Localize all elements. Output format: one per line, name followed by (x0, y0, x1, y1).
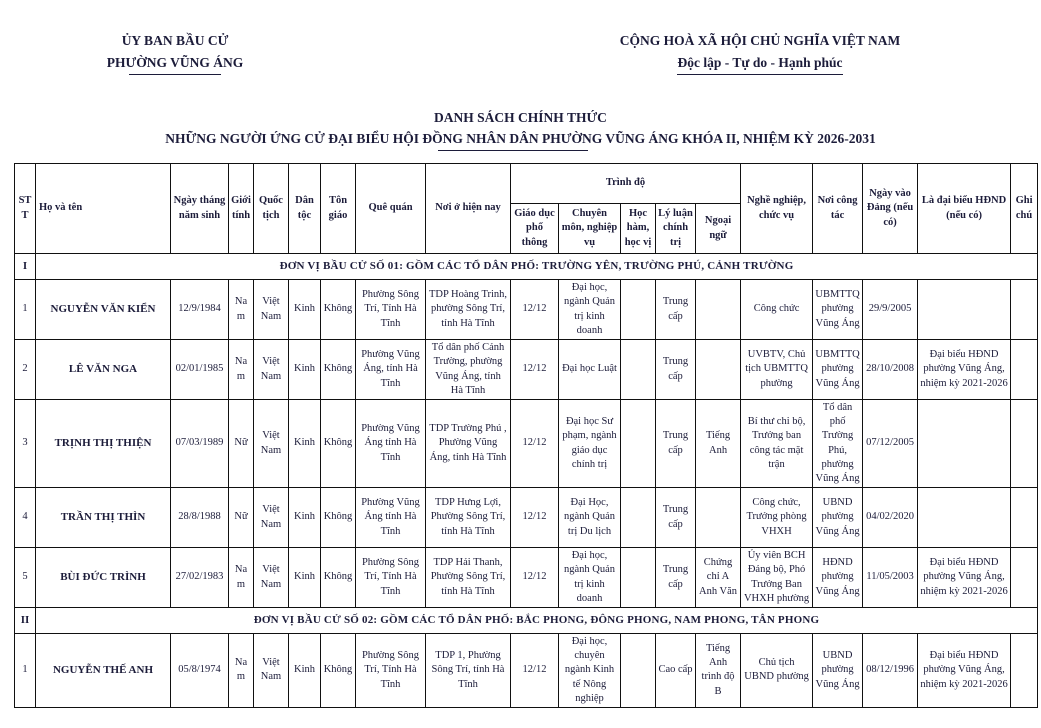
cell-academic (621, 340, 656, 400)
cell-professional: Đại học, chuyên ngành Kinh tế Nông nghiệp (559, 634, 621, 708)
cell-religion: Không (321, 280, 356, 340)
motto-line1: CỘNG HOÀ XÃ HỘI CHỦ NGHĨA VIỆT NAM (619, 33, 901, 48)
cell-edu: 12/12 (511, 340, 559, 400)
cell-occupation: Chủ tịch UBND phường (741, 634, 813, 708)
cell-nationality: Việt Nam (254, 488, 289, 548)
cell-professional: Đại Học, ngành Quản trị Du lịch (559, 488, 621, 548)
col-residence: Nơi ở hiện nay (426, 164, 511, 254)
motto-line2: Độc lập - Tự do - Hạnh phúc (545, 52, 975, 76)
candidate-table (14, 163, 1038, 708)
cell-edu: 12/12 (511, 634, 559, 708)
cell-residence: TDP Hải Thanh, Phường Sông Trí, tỉnh Hà Tĩnh (426, 548, 511, 608)
cell-hometown: Phường Sông Trí, Tỉnh Hà Tĩnh (356, 548, 426, 608)
cell-council: Đại biểu HĐND phường Vũng Áng, nhiệm kỳ 2021-2026 (918, 340, 1011, 400)
cell-stt: 2 (15, 340, 36, 400)
cell-edu: 12/12 (511, 280, 559, 340)
section-row (15, 254, 1038, 280)
cell-dob: 27/02/1983 (171, 548, 229, 608)
table-row (15, 634, 1038, 708)
cell-professional: Đại học, ngành Quản trị kinh doanh (559, 548, 621, 608)
title-line2: NHỮNG NGƯỜI ỨNG CỬ ĐẠI BIỂU HỘI ĐỒNG NHÂN DÂN PHƯỜNG VŨNG ÁNG KHÓA II, NHIỆM KỲ 2026-2031 (165, 130, 876, 146)
cell-council (918, 280, 1011, 340)
col-occupation: Nghề nghiệp, chức vụ (741, 164, 813, 254)
col-note: Ghi chú (1011, 164, 1038, 254)
cell-ethnicity: Kinh (289, 548, 321, 608)
col-hometown: Quê quán (356, 164, 426, 254)
cell-note (1011, 548, 1038, 608)
cell-nationality: Việt Nam (254, 400, 289, 488)
cell-religion: Không (321, 548, 356, 608)
cell-gender: Nam (229, 280, 254, 340)
cell-dob: 07/03/1989 (171, 400, 229, 488)
cell-stt: 3 (15, 400, 36, 488)
cell-name: TRỊNH THỊ THIỆN (36, 400, 171, 488)
cell-residence: TDP Hưng Lợi, Phường Sông Trí, tỉnh Hà Tĩnh (426, 488, 511, 548)
cell-academic (621, 400, 656, 488)
cell-occupation: Bí thư chi bộ, Trưởng ban công tác mặt trận (741, 400, 813, 488)
cell-name: NGUYỄN VĂN KIỂN (36, 280, 171, 340)
cell-ethnicity: Kinh (289, 400, 321, 488)
cell-politics: Trung cấp (656, 548, 696, 608)
col-religion: Tôn giáo (321, 164, 356, 254)
col-professional: Chuyên môn, nghiệp vụ (559, 204, 621, 254)
section-title: ĐƠN VỊ BẦU CỬ SỐ 01: GỒM CÁC TỔ DÂN PHỐ: TRƯỜNG YÊN, TRƯỜNG PHÚ, CẢNH TRƯỜNG (36, 254, 1038, 280)
table-body (15, 254, 1038, 708)
authority-line2: PHƯỜNG VŨNG ÁNG (106, 54, 244, 70)
cell-politics: Trung cấp (656, 488, 696, 548)
cell-language: Tiếng Anh trình độ B (696, 634, 741, 708)
col-nationality: Quốc tịch (254, 164, 289, 254)
table-row (15, 488, 1038, 548)
cell-name: TRẦN THỊ THÌN (36, 488, 171, 548)
cell-edu: 12/12 (511, 400, 559, 488)
col-language: Ngoại ngữ (696, 204, 741, 254)
cell-occupation: Công chức, Trưởng phòng VHXH (741, 488, 813, 548)
cell-academic (621, 548, 656, 608)
cell-stt: 1 (15, 280, 36, 340)
cell-politics: Cao cấp (656, 634, 696, 708)
cell-politics: Trung cấp (656, 400, 696, 488)
cell-dob: 12/9/1984 (171, 280, 229, 340)
cell-language (696, 340, 741, 400)
col-politics: Lý luận chính trị (656, 204, 696, 254)
cell-gender: Nữ (229, 400, 254, 488)
cell-workplace: Tổ dân phố Trường Phú, phường Vũng Áng (813, 400, 863, 488)
cell-council (918, 488, 1011, 548)
cell-name: NGUYỄN THẾ ANH (36, 634, 171, 708)
cell-party-date: 29/9/2005 (863, 280, 918, 340)
cell-stt: 1 (15, 634, 36, 708)
cell-religion: Không (321, 634, 356, 708)
cell-nationality: Việt Nam (254, 280, 289, 340)
cell-workplace: UBND phường Vũng Áng (813, 634, 863, 708)
cell-professional: Đại học, ngành Quản trị kinh doanh (559, 280, 621, 340)
col-dob: Ngày tháng năm sinh (171, 164, 229, 254)
cell-council (918, 400, 1011, 488)
cell-dob: 02/01/1985 (171, 340, 229, 400)
document-title (0, 108, 1041, 150)
col-academic: Học hàm, học vị (621, 204, 656, 254)
cell-dob: 05/8/1974 (171, 634, 229, 708)
col-ethnicity: Dân tộc (289, 164, 321, 254)
cell-academic (621, 280, 656, 340)
cell-professional: Đại học Sư phạm, ngành giáo dục chính trị (559, 400, 621, 488)
cell-language: Chứng chỉ A Anh Văn (696, 548, 741, 608)
cell-nationality: Việt Nam (254, 634, 289, 708)
cell-religion: Không (321, 488, 356, 548)
cell-gender: Nam (229, 634, 254, 708)
cell-note (1011, 634, 1038, 708)
cell-nationality: Việt Nam (254, 548, 289, 608)
cell-gender: Nam (229, 340, 254, 400)
cell-academic (621, 634, 656, 708)
cell-occupation: Ủy viên BCH Đảng bộ, Phó Trưởng Ban VHXH phường (741, 548, 813, 608)
cell-party-date: 28/10/2008 (863, 340, 918, 400)
col-stt: STT (15, 164, 36, 254)
cell-note (1011, 280, 1038, 340)
title-line1: DANH SÁCH CHÍNH THỨC (434, 110, 607, 125)
cell-hometown: Phường Vũng Áng tỉnh Hà Tĩnh (356, 488, 426, 548)
cell-religion: Không (321, 340, 356, 400)
cell-occupation: Công chức (741, 280, 813, 340)
cell-note (1011, 400, 1038, 488)
cell-residence: TDP 1, Phường Sông Trí, tỉnh Hà Tĩnh (426, 634, 511, 708)
cell-workplace: UBMTTQ phường Vũng Áng (813, 340, 863, 400)
section-title: ĐƠN VỊ BẦU CỬ SỐ 02: GỒM CÁC TỔ DÂN PHỐ: BẮC PHONG, ĐÔNG PHONG, NAM PHONG, TÂN PHONG (36, 608, 1038, 634)
cell-note (1011, 340, 1038, 400)
cell-council: Đại biểu HĐND phường Vũng Áng, nhiệm kỳ 2021-2026 (918, 634, 1011, 708)
section-number: II (15, 608, 36, 634)
cell-ethnicity: Kinh (289, 488, 321, 548)
section-row (15, 608, 1038, 634)
cell-occupation: UVBTV, Chủ tịch UBMTTQ phường (741, 340, 813, 400)
cell-hometown: Phường Vũng Áng, tỉnh Hà Tĩnh (356, 340, 426, 400)
cell-gender: Nam (229, 548, 254, 608)
col-council: Là đại biểu HĐND (nếu có) (918, 164, 1011, 254)
section-number: I (15, 254, 36, 280)
col-name: Họ và tên (36, 164, 171, 254)
issuing-authority (40, 30, 310, 75)
authority-underline (129, 74, 221, 75)
cell-name: LÊ VĂN NGA (36, 340, 171, 400)
cell-academic (621, 488, 656, 548)
cell-stt: 5 (15, 548, 36, 608)
col-workplace: Nơi công tác (813, 164, 863, 254)
cell-religion: Không (321, 400, 356, 488)
table-row (15, 280, 1038, 340)
cell-workplace: UBND phường Vũng Áng (813, 488, 863, 548)
cell-party-date: 08/12/1996 (863, 634, 918, 708)
cell-edu: 12/12 (511, 488, 559, 548)
cell-workplace: UBMTTQ phường Vũng Áng (813, 280, 863, 340)
cell-party-date: 11/05/2003 (863, 548, 918, 608)
cell-dob: 28/8/1988 (171, 488, 229, 548)
cell-stt: 4 (15, 488, 36, 548)
title-underline (438, 150, 588, 151)
cell-politics: Trung cấp (656, 280, 696, 340)
national-motto (545, 30, 975, 75)
table-header (15, 164, 1038, 254)
cell-ethnicity: Kinh (289, 280, 321, 340)
cell-residence: TDP Hoàng Trinh, phường Sông Trí, tỉnh Hà Tĩnh (426, 280, 511, 340)
cell-language (696, 280, 741, 340)
cell-edu: 12/12 (511, 548, 559, 608)
cell-residence: TDP Trường Phú , Phường Vũng Áng, tỉnh Hà Tĩnh (426, 400, 511, 488)
cell-residence: Tổ dân phố Cảnh Trường, phường Vũng Áng, tỉnh Hà Tĩnh (426, 340, 511, 400)
cell-name: BÙI ĐỨC TRÌNH (36, 548, 171, 608)
cell-party-date: 04/02/2020 (863, 488, 918, 548)
cell-professional: Đại học Luật (559, 340, 621, 400)
cell-party-date: 07/12/2005 (863, 400, 918, 488)
cell-language (696, 488, 741, 548)
col-gender: Giới tính (229, 164, 254, 254)
cell-workplace: HĐND phường Vũng Áng (813, 548, 863, 608)
cell-ethnicity: Kinh (289, 340, 321, 400)
table-row (15, 548, 1038, 608)
col-group-trinh-do: Trình độ (511, 164, 741, 204)
cell-nationality: Việt Nam (254, 340, 289, 400)
cell-note (1011, 488, 1038, 548)
cell-language: Tiếng Anh (696, 400, 741, 488)
cell-council: Đại biểu HĐND phường Vũng Áng, nhiệm kỳ 2021-2026 (918, 548, 1011, 608)
table-row (15, 340, 1038, 400)
cell-hometown: Phường Sông Trí, Tỉnh Hà Tĩnh (356, 634, 426, 708)
cell-politics: Trung cấp (656, 340, 696, 400)
col-edu: Giáo dục phổ thông (511, 204, 559, 254)
col-party-date: Ngày vào Đảng (nếu có) (863, 164, 918, 254)
cell-ethnicity: Kinh (289, 634, 321, 708)
cell-hometown: Phường Vũng Áng tỉnh Hà Tĩnh (356, 400, 426, 488)
cell-gender: Nữ (229, 488, 254, 548)
authority-line1: ỦY BAN BẦU CỬ (121, 33, 229, 48)
table-row (15, 400, 1038, 488)
cell-hometown: Phường Sông Trí, Tỉnh Hà Tĩnh (356, 280, 426, 340)
